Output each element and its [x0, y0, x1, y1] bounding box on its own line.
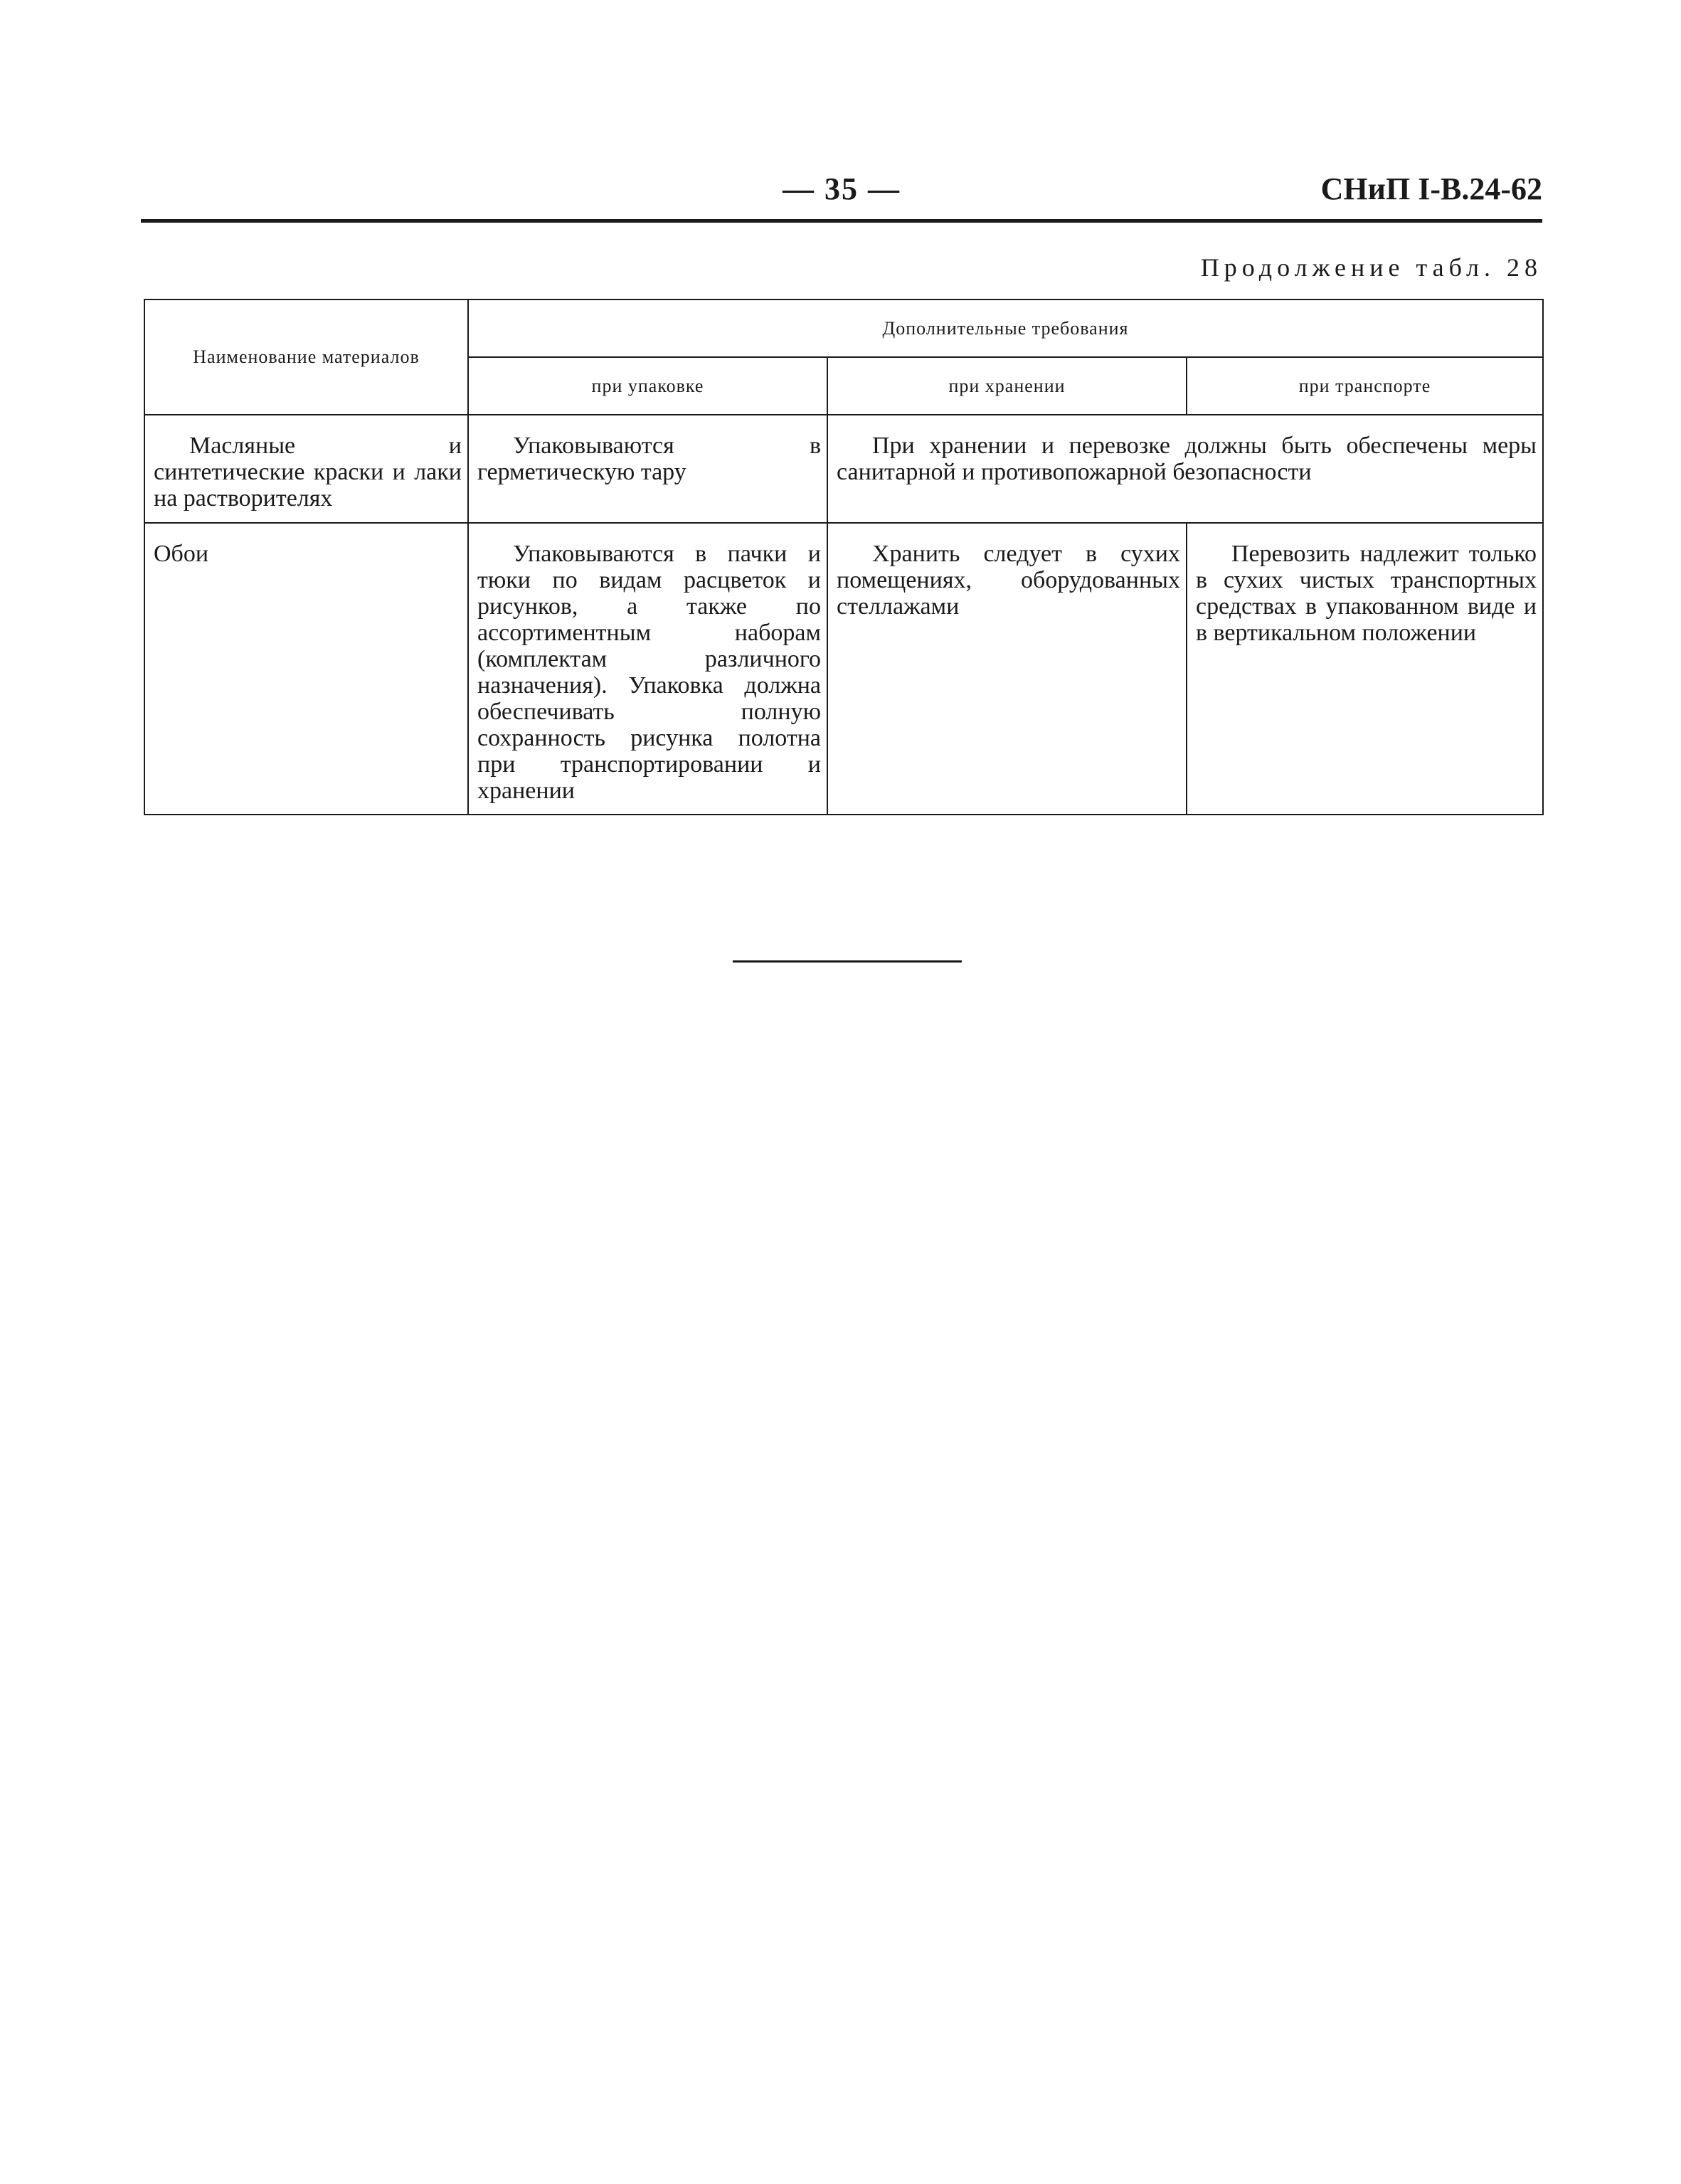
header-rule [141, 219, 1542, 223]
packing-cell: Упаковываются в герметическую тару [468, 415, 827, 523]
material-name-cell: Масляные и синтетические краски и лаки на растворителях [144, 415, 468, 523]
column-header-group: Дополнительные требования [468, 299, 1543, 357]
storage-cell: Хранить следует в сухих помещениях, оборудованных стеллажами [827, 523, 1187, 815]
page-header [141, 171, 1542, 213]
materials-requirements-table [144, 299, 1544, 815]
column-header-storage: при хранении [827, 357, 1187, 415]
document-code: СНиП I-В.24-62 [1320, 171, 1542, 206]
table-row [144, 523, 1543, 815]
table-continuation-label: Продолжение табл. 28 [1200, 253, 1542, 282]
transport-cell: Перевозить надлежит только в сухих чистых транспортных средствах в упакованном виде и в вертикальном положении [1187, 523, 1543, 815]
page-number: — 35 — [783, 171, 901, 206]
storage-transport-cell: При хранении и перевозке должны быть обеспечены меры санитарной и противопожарной безопасности [827, 415, 1543, 523]
column-header-packing: при упаковке [468, 357, 827, 415]
column-header-transport: при транспорте [1187, 357, 1543, 415]
material-name-cell: Обои [144, 523, 468, 815]
packing-cell: Упаковываются в пачки и тюки по видам расцветок и рисунков, а также по ассортиментным наборам (комплектам различного назначения). Упаковка должна обеспечивать полную сохранность рисунка полотна при транспортировании и хранении [468, 523, 827, 815]
table-row [144, 415, 1543, 523]
end-rule [733, 960, 962, 963]
column-header-name: Наименование материалов [144, 299, 468, 415]
